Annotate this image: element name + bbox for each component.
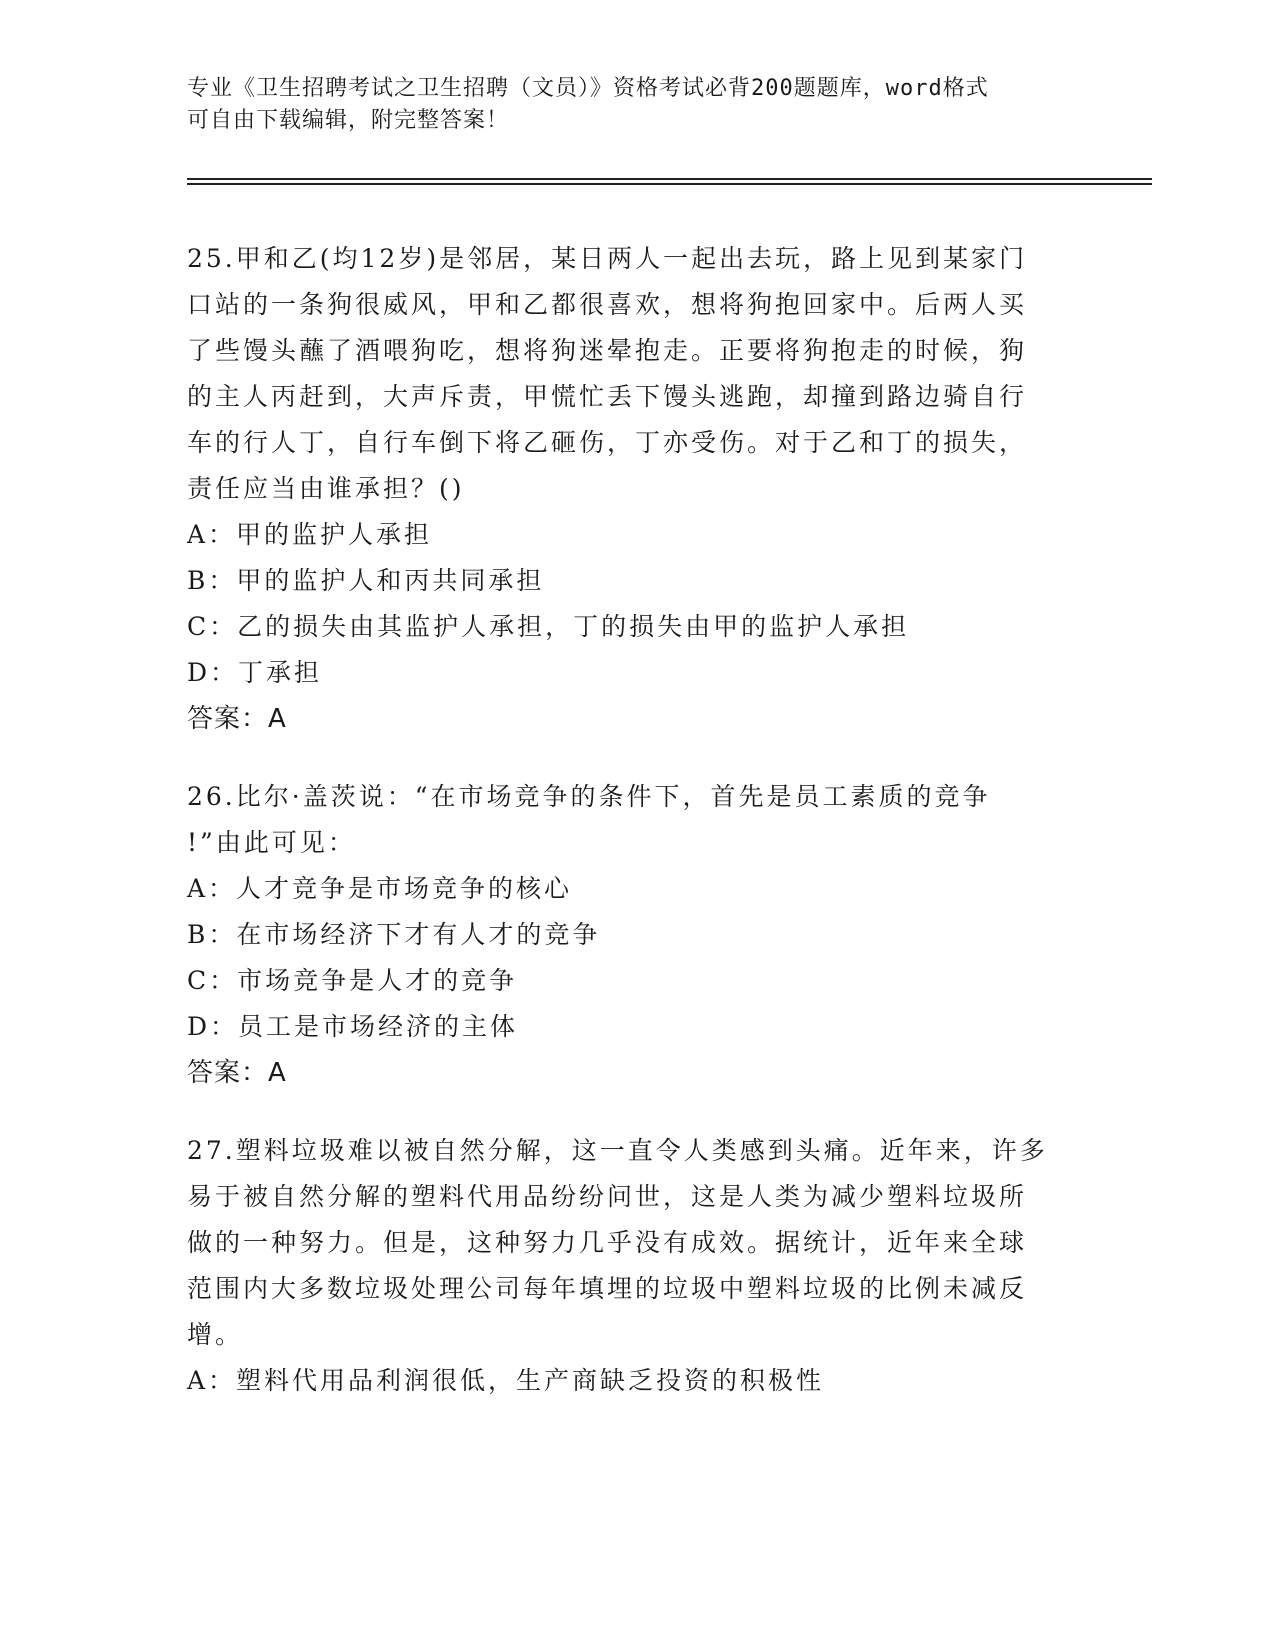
- answer-line: 答案：A: [187, 704, 287, 734]
- header-line-1: 专业《卫生招聘考试之卫生招聘（文员）》资格考试必背200题题库，word格式: [187, 76, 989, 101]
- question-text-line: 的主人丙赶到，大声斥责，甲慌忙丢下馒头逃跑，却撞到路边骑自行: [187, 382, 1028, 411]
- question-text-line: 26.比尔·盖茨说：“在市场竞争的条件下，首先是员工素质的竞争: [187, 782, 991, 811]
- question-25: [187, 236, 1087, 742]
- question-27: [187, 1128, 1087, 1404]
- header-line-2: 可自由下载编辑，附完整答案！: [187, 108, 510, 133]
- question-text-line: 27.塑料垃圾难以被自然分解，这一直令人类感到头痛。近年来，许多: [187, 1136, 1048, 1165]
- option-c: C：市场竞争是人才的竞争: [187, 966, 518, 995]
- question-list: [187, 236, 1087, 1436]
- option-d: D：丁承担: [187, 658, 323, 687]
- question-text-line: 范围内大多数垃圾处理公司每年填埋的垃圾中塑料垃圾的比例未减反: [187, 1274, 1028, 1303]
- question-text-line: 做的一种努力。但是，这种努力几乎没有成效。据统计，近年来全球: [187, 1228, 1028, 1257]
- option-d: D：员工是市场经济的主体: [187, 1012, 519, 1041]
- option-a: A：甲的监护人承担: [187, 520, 433, 549]
- document-header: [187, 73, 1087, 137]
- question-text-line: 25.甲和乙(均12岁)是邻居，某日两人一起出去玩，路上见到某家门: [187, 244, 1028, 273]
- option-a: A：塑料代用品利润很低，生产商缺乏投资的积极性: [187, 1366, 825, 1395]
- question-text-line: 易于被自然分解的塑料代用品纷纷问世，这是人类为减少塑料垃圾所: [187, 1182, 1028, 1211]
- option-b: B：甲的监护人和丙共同承担: [187, 566, 545, 595]
- question-text-line: 了些馒头蘸了酒喂狗吃，想将狗迷晕抱走。正要将狗抱走的时候，狗: [187, 336, 1028, 365]
- option-c: C：乙的损失由其监护人承担，丁的损失由甲的监护人承担: [187, 612, 910, 641]
- question-text-line: 口站的一条狗很威风，甲和乙都很喜欢，想将狗抱回家中。后两人买: [187, 290, 1028, 319]
- question-text-line: 责任应当由谁承担？(): [187, 474, 465, 503]
- question-text-line: 车的行人丁，自行车倒下将乙砸伤，丁亦受伤。对于乙和丁的损失，: [187, 428, 1028, 457]
- question-text-line: 增。: [187, 1320, 244, 1349]
- header-divider-bottom: [187, 183, 1152, 185]
- header-divider-top: [187, 178, 1152, 180]
- option-a: A：人才竞争是市场竞争的核心: [187, 874, 573, 903]
- question-26: [187, 774, 1087, 1096]
- option-b: B：在市场经济下才有人才的竞争: [187, 920, 601, 949]
- question-text-line: !”由此可见：: [187, 828, 356, 857]
- answer-line: 答案：A: [187, 1058, 287, 1088]
